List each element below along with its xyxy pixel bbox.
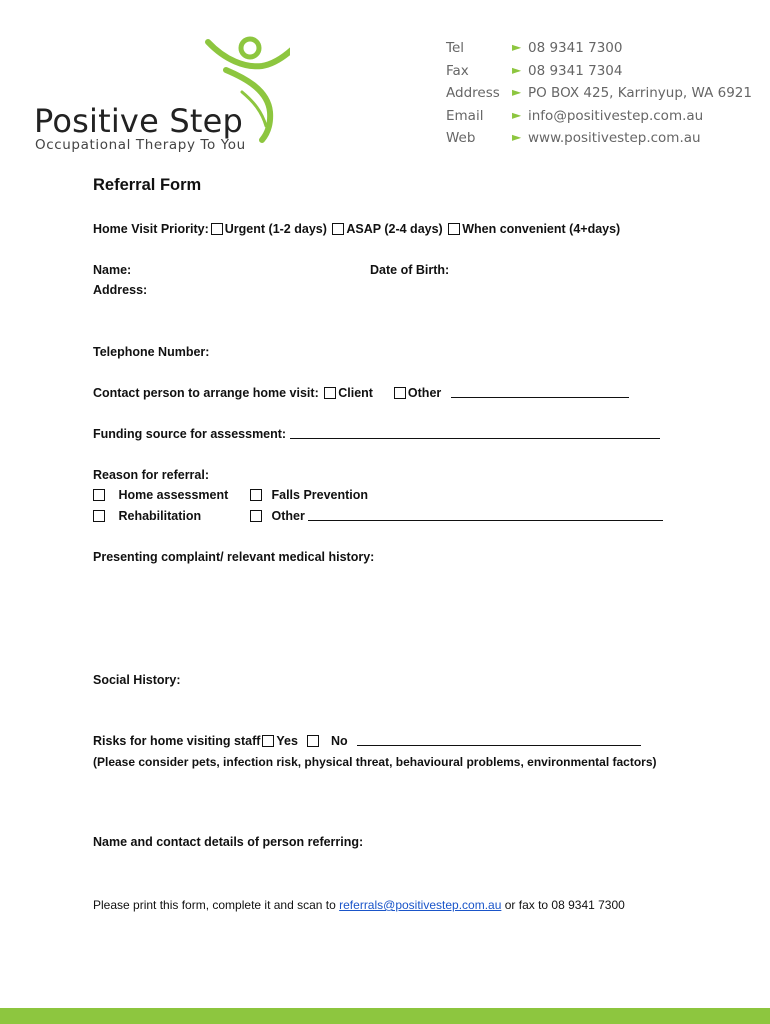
contact-option: Client — [338, 386, 373, 400]
footer-color-bar — [0, 1008, 770, 1024]
reason-option: Other — [271, 509, 305, 523]
brand-name: Positive Step — [34, 102, 243, 140]
contact-client-checkbox[interactable] — [324, 387, 336, 399]
reason-row-1b — [248, 488, 368, 502]
risks-row — [93, 734, 641, 748]
risks-details-field[interactable] — [357, 734, 641, 746]
referrer-label: Name and contact details of person referring: — [93, 835, 364, 849]
priority-label: Home Visit Priority: — [93, 222, 209, 236]
contact-person-row — [93, 386, 629, 400]
logo-head — [241, 39, 259, 57]
footer-prefix: Please print this form, complete it and scan to — [93, 898, 336, 912]
contact-label: Fax — [446, 62, 469, 79]
funding-row — [93, 427, 660, 441]
funding-field[interactable] — [290, 427, 660, 439]
priority-urgent-checkbox[interactable] — [211, 223, 223, 235]
reason-option: Falls Prevention — [271, 488, 369, 502]
telephone-label: Telephone Number: — [93, 345, 210, 359]
reason-row-2 — [93, 509, 201, 523]
priority-option: ASAP (2-4 days) — [346, 222, 443, 236]
contact-value: PO BOX 425, Karrinyup, WA 6921 — [528, 85, 752, 101]
contact-label: Email — [446, 107, 484, 124]
reason-row-2b — [248, 509, 663, 523]
name-label: Name: — [93, 263, 132, 277]
contact-value: 08 9341 7300 — [528, 40, 623, 56]
logo-arms — [208, 42, 290, 66]
contact-person-label: Contact person to arrange home visit: — [93, 386, 319, 400]
footer-instructions — [93, 898, 625, 912]
referrals-email-link[interactable]: referrals@positivestep.com.au — [339, 898, 502, 912]
reason-other-field[interactable] — [308, 509, 663, 521]
contact-value: 08 9341 7304 — [528, 62, 623, 79]
contact-label: Tel — [446, 40, 465, 56]
complaint-label: Presenting complaint/ relevant medical history: — [93, 550, 375, 564]
reason-row-1 — [93, 488, 228, 502]
priority-option: When convenient (4+days) — [462, 222, 621, 236]
priority-row — [93, 222, 620, 236]
reason-option: Home assessment — [118, 488, 229, 502]
arrow-icon: ► — [512, 130, 522, 144]
contact-other-checkbox[interactable] — [394, 387, 406, 399]
priority-asap-checkbox[interactable] — [332, 223, 344, 235]
contact-option: Other — [407, 386, 442, 400]
social-history-label: Social History: — [93, 673, 181, 687]
risks-option: No — [330, 734, 348, 748]
risks-label: Risks for home visiting staff — [93, 734, 261, 748]
arrow-icon: ► — [512, 107, 522, 122]
contact-label: Address — [446, 85, 500, 101]
dob-label: Date of Birth: — [370, 263, 450, 277]
risks-option: Yes — [276, 734, 298, 748]
contact-label: Web — [446, 130, 476, 146]
priority-option: Urgent (1-2 days) — [224, 222, 327, 236]
risks-no-checkbox[interactable] — [307, 735, 319, 747]
falls-prevention-checkbox[interactable] — [250, 489, 262, 501]
rehabilitation-checkbox[interactable] — [93, 510, 105, 522]
risks-note: (Please consider pets, infection risk, physical threat, behavioural problems, environmental factors) — [93, 755, 657, 769]
footer-suffix: or fax to 08 9341 7300 — [504, 898, 625, 912]
address-label: Address: — [93, 283, 148, 297]
contact-value[interactable]: info@positivestep.com.au — [528, 107, 704, 124]
arrow-icon: ► — [512, 85, 522, 99]
contact-value[interactable]: www.positivestep.com.au — [528, 130, 701, 146]
risks-yes-checkbox[interactable] — [262, 735, 274, 747]
form-title: Referral Form — [93, 176, 202, 194]
contact-other-field[interactable] — [451, 386, 629, 398]
reason-option: Rehabilitation — [118, 509, 202, 523]
reason-other-checkbox[interactable] — [250, 510, 262, 522]
arrow-icon: ► — [512, 40, 522, 54]
reason-label: Reason for referral: — [93, 468, 210, 482]
brand-tagline: Occupational Therapy To You — [35, 137, 246, 153]
home-assessment-checkbox[interactable] — [93, 489, 105, 501]
priority-convenient-checkbox[interactable] — [448, 223, 460, 235]
funding-label: Funding source for assessment: — [93, 427, 287, 441]
arrow-icon: ► — [512, 62, 522, 77]
